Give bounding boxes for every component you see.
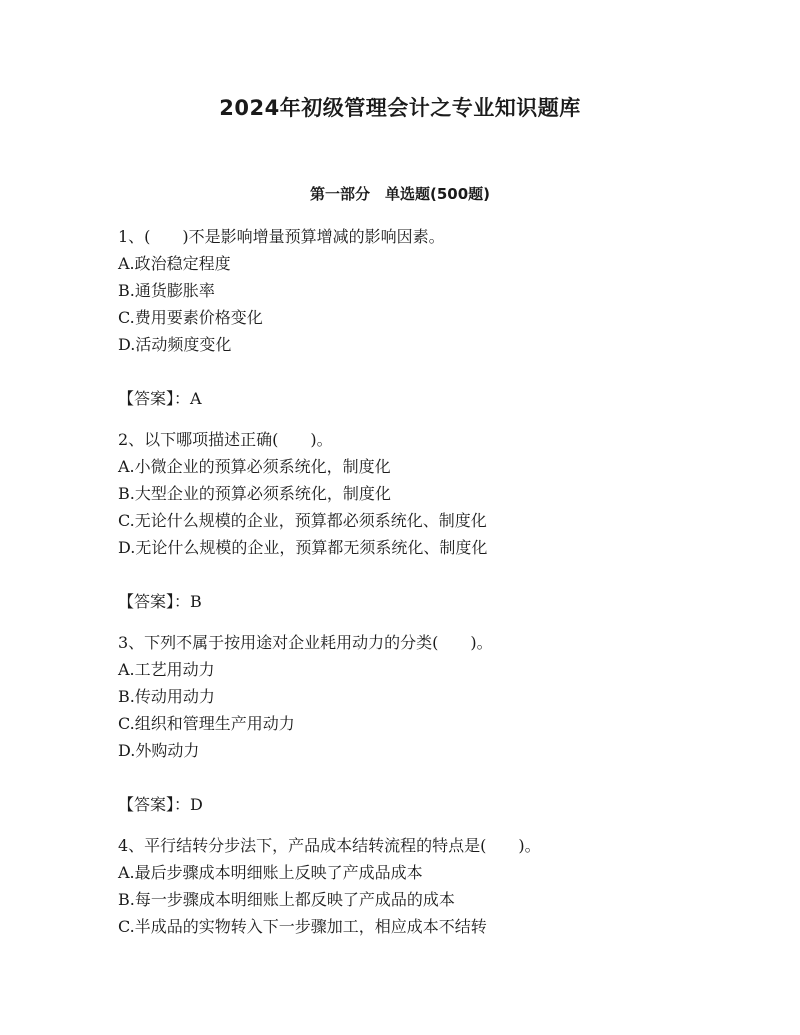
- option-c: C.组织和管理生产用动力: [118, 714, 295, 733]
- option-b: B.大型企业的预算必须系统化，制度化: [118, 484, 391, 503]
- question-stem: 1、( )不是影响增量预算增减的影响因素。: [118, 227, 445, 246]
- question-block: [118, 223, 758, 412]
- option-c: C.费用要素价格变化: [118, 308, 263, 327]
- answer-value: D: [190, 795, 203, 814]
- option-d: D.活动频度变化: [118, 335, 232, 354]
- option-c: C.无论什么规模的企业，预算都必须系统化、制度化: [118, 511, 487, 530]
- question-stem: 2、以下哪项描述正确( )。: [118, 430, 333, 449]
- question-stem: 4、平行结转分步法下，产品成本结转流程的特点是( )。: [118, 836, 541, 855]
- question-stem: 3、下列不属于按用途对企业耗用动力的分类( )。: [118, 633, 493, 652]
- option-b: B.传动用动力: [118, 687, 215, 706]
- option-d: D.无论什么规模的企业，预算都无须系统化、制度化: [118, 538, 488, 557]
- option-a: A.最后步骤成本明细账上反映了产成品成本: [118, 863, 423, 882]
- question-block: [118, 832, 758, 940]
- section-heading: 第一部分 单选题(500题): [309, 185, 491, 203]
- option-d: D.外购动力: [118, 741, 200, 760]
- question-block: [118, 426, 758, 615]
- option-b: B.通货膨胀率: [118, 281, 215, 300]
- option-b: B.每一步骤成本明细账上都反映了产成品的成本: [118, 890, 455, 909]
- answer-line: [118, 588, 758, 615]
- document-title: 2024年初级管理会计之专业知识题库: [219, 96, 581, 120]
- answer-value: A: [190, 389, 202, 408]
- answer-line: [118, 791, 758, 818]
- answer-line: [118, 385, 758, 412]
- option-a: A.工艺用动力: [118, 660, 215, 679]
- option-a: A.小微企业的预算必须系统化，制度化: [118, 457, 391, 476]
- answer-value: B: [190, 592, 202, 611]
- question-block: [118, 629, 758, 818]
- option-a: A.政治稳定程度: [118, 254, 231, 273]
- answer-label: 【答案】：: [118, 592, 191, 611]
- answer-label: 【答案】：: [118, 389, 191, 408]
- option-c: C.半成品的实物转入下一步骤加工，相应成本不结转: [118, 917, 487, 936]
- answer-label: 【答案】：: [118, 795, 191, 814]
